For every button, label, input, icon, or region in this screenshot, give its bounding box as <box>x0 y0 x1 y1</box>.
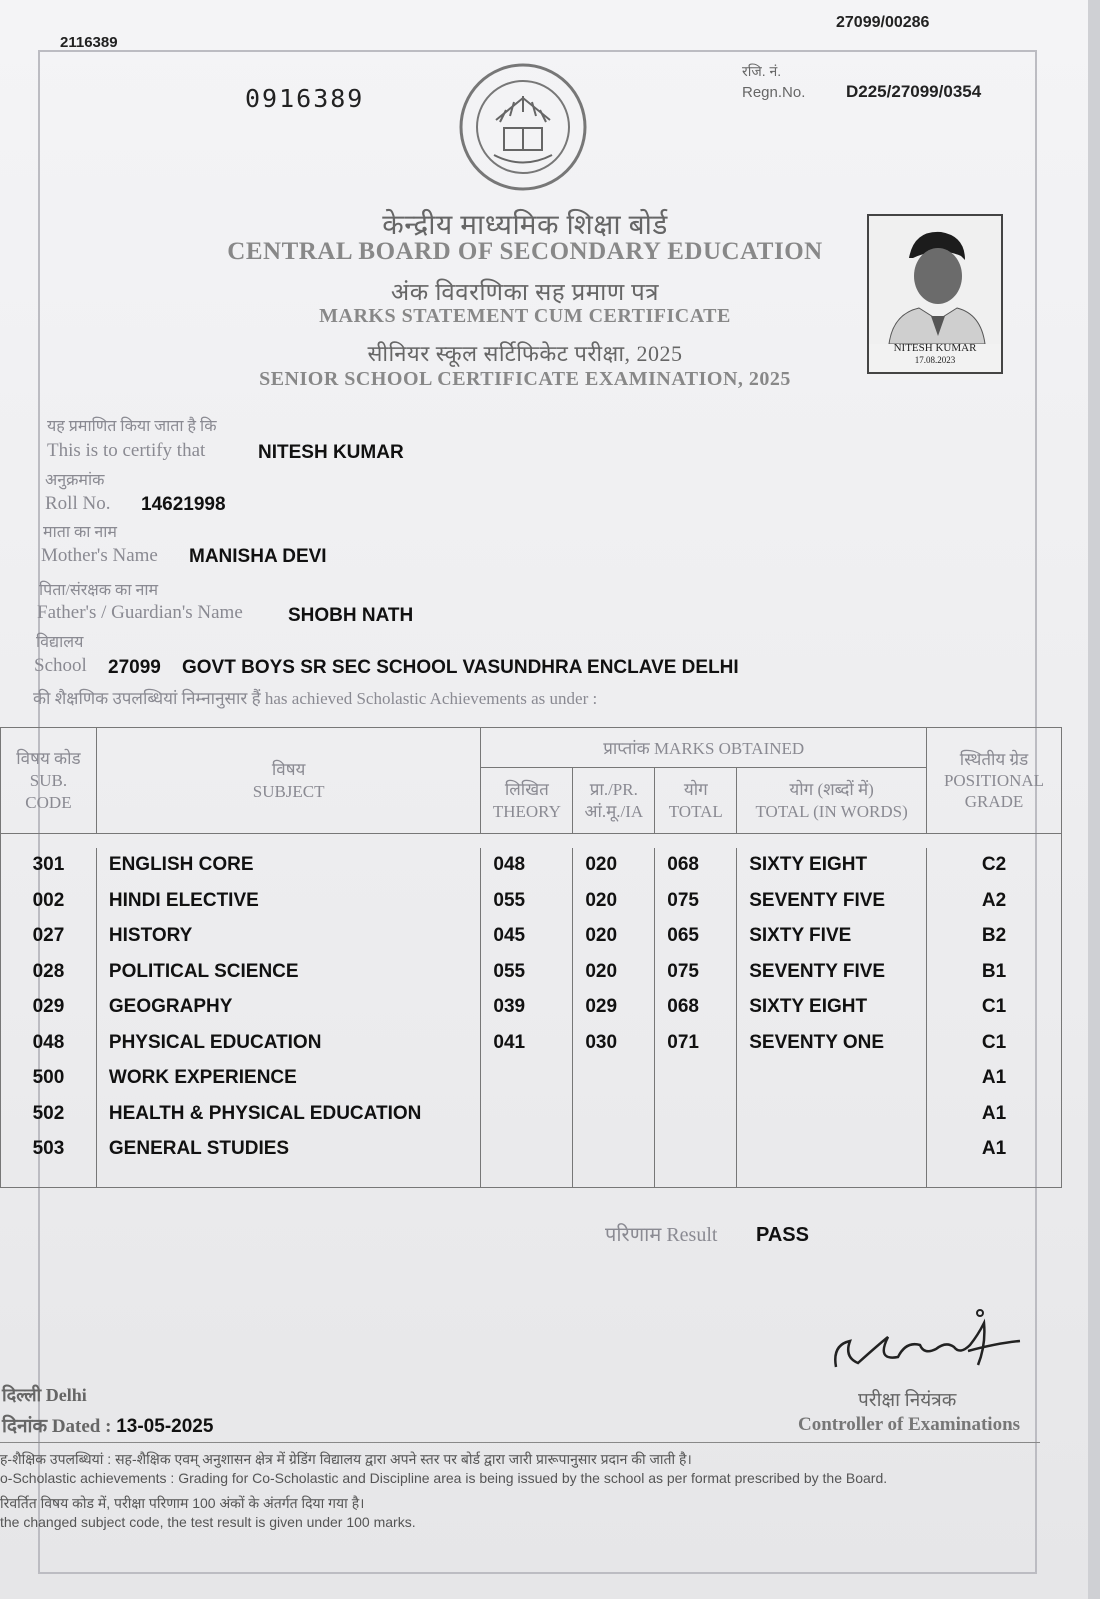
cell-total-words: SIXTY EIGHT <box>737 848 927 884</box>
father-label-hindi: पिता/संरक्षक का नाम <box>39 582 159 599</box>
mother-name: MANISHA DEVI <box>189 546 327 567</box>
header-total-hindi: योग <box>683 779 708 799</box>
serial-number: 0916389 <box>245 84 365 113</box>
controller-signature <box>828 1305 1028 1385</box>
cell-total-words <box>737 1096 927 1132</box>
cell-sub-code: 301 <box>1 848 97 884</box>
father-label: Father's / Guardian's Name <box>37 602 243 623</box>
header-sub-code-1: SUB. <box>29 770 68 790</box>
mother-label-hindi: माता का नाम <box>43 524 118 541</box>
achievements-intro-hindi: की शैक्षणिक उपलब्धियां निम्नानुसार हैं <box>33 689 261 708</box>
cell-grade: A1 <box>927 1061 1062 1097</box>
cell-total <box>655 1096 737 1132</box>
cell-total-words <box>737 1061 927 1097</box>
header-theory-hindi: लिखित <box>504 779 549 799</box>
cell-subject: GENERAL STUDIES <box>96 1132 480 1168</box>
header-practical <box>573 768 655 834</box>
cell-sub-code: 503 <box>1 1132 97 1168</box>
table-row <box>1 1061 1062 1097</box>
header-sub-code-2: CODE <box>25 792 72 812</box>
cell-subject: WORK EXPERIENCE <box>96 1061 480 1097</box>
cell-subject: ENGLISH CORE <box>96 848 480 884</box>
cbse-emblem-logo <box>456 60 590 194</box>
header-subject-english: SUBJECT <box>252 781 325 801</box>
cell-grade: A1 <box>927 1132 1062 1168</box>
cell-grade: A2 <box>927 883 1062 919</box>
cell-total-words: SEVENTY FIVE <box>737 954 927 990</box>
cell-theory: 039 <box>481 990 573 1026</box>
controller-title-hindi: परीक्षा नियंत्रक <box>858 1390 957 1411</box>
right-number: 27099/00286 <box>836 14 930 31</box>
cell-subject: PHYSICAL EDUCATION <box>96 1025 480 1061</box>
cell-theory <box>481 1061 573 1097</box>
cell-subject: HISTORY <box>96 919 480 955</box>
note-1-hindi: ह-शैक्षिक उपलब्धियां : सह-शैक्षिक एवम् अनुशासन क्षेत्र में ग्रेडिंग विद्यालय द्वारा अपने स्तर पर बोर्ड द्वारा जारी प्रारूपानुसार प्रदान की जाती है। <box>0 1451 692 1467</box>
cell-grade: B1 <box>927 954 1062 990</box>
footer-divider <box>0 1442 1040 1443</box>
note-1: o-Scholastic achievements : Grading for Co-Scholastic and Discipline area is being issued by the school as per format prescribed by the Board. <box>0 1470 888 1486</box>
cell-subject: HEALTH & PHYSICAL EDUCATION <box>96 1096 480 1132</box>
cell-theory: 048 <box>481 848 573 884</box>
roll-label: Roll No. <box>45 493 111 514</box>
marks-table-body <box>1 848 1062 1188</box>
header-marks-english: MARKS OBTAINED <box>653 739 805 758</box>
cell-practical: 020 <box>573 954 655 990</box>
table-row <box>1 883 1062 919</box>
school-code: 27099 <box>108 657 161 678</box>
spacer-cell <box>96 1167 480 1188</box>
cell-grade: C1 <box>927 1025 1062 1061</box>
cell-practical <box>573 1132 655 1168</box>
cell-subject: GEOGRAPHY <box>96 990 480 1026</box>
cell-practical <box>573 1061 655 1097</box>
cell-theory: 045 <box>481 919 573 955</box>
student-name: NITESH KUMAR <box>258 442 404 463</box>
roll-label-hindi: अनुक्रमांक <box>45 472 105 489</box>
table-row <box>1 1132 1062 1168</box>
spacer-cell <box>573 1167 655 1188</box>
board-name-hindi: केन्द्रीय माध्यमिक शिक्षा बोर्ड <box>382 210 668 241</box>
table-spacer-row <box>1 1167 1062 1188</box>
dated <box>2 1412 213 1438</box>
spacer-cell <box>1 1167 97 1188</box>
header-sub-code-hindi: विषय कोड <box>16 748 81 768</box>
header-theory <box>481 768 573 834</box>
header-grade-1: POSITIONAL <box>943 771 1045 790</box>
school-name: GOVT BOYS SR SEC SCHOOL VASUNDHRA ENCLAVE DELHI <box>182 657 739 678</box>
achievements-intro <box>33 686 597 709</box>
header-total-words-hindi: योग (शब्दों में) <box>789 779 874 799</box>
header-practical-english: आं.मू./IA <box>584 801 644 821</box>
cell-total: 068 <box>655 848 737 884</box>
cell-sub-code: 028 <box>1 954 97 990</box>
cell-total-words: SIXTY FIVE <box>737 919 927 955</box>
header-grade <box>927 728 1062 834</box>
header-sub-code <box>1 728 97 834</box>
header-total-english: TOTAL <box>668 801 723 821</box>
mother-label: Mother's Name <box>41 545 158 566</box>
cell-subject: POLITICAL SCIENCE <box>96 954 480 990</box>
cell-total <box>655 1132 737 1168</box>
cell-sub-code: 500 <box>1 1061 97 1097</box>
regn-number: D225/27099/0354 <box>846 82 982 101</box>
header-grade-hindi: स्थितीय ग्रेड <box>959 750 1029 769</box>
cell-practical: 020 <box>573 848 655 884</box>
cell-total <box>655 1061 737 1097</box>
header-theory-english: THEORY <box>492 801 561 821</box>
header-subject-hindi: विषय <box>271 759 306 779</box>
cell-practical: 020 <box>573 883 655 919</box>
board-name: CENTRAL BOARD OF SECONDARY EDUCATION <box>227 238 823 265</box>
header-practical-hindi: प्रा./PR. <box>589 779 638 799</box>
student-portrait-image <box>869 216 1001 344</box>
cell-sub-code: 029 <box>1 990 97 1026</box>
dated-hindi: दिनांक <box>2 1416 48 1437</box>
cell-total: 075 <box>655 883 737 919</box>
photo-caption-name: NITESH KUMAR <box>893 342 977 354</box>
place-hindi: दिल्ली <box>2 1385 42 1405</box>
cell-grade: C1 <box>927 990 1062 1026</box>
cell-total: 071 <box>655 1025 737 1061</box>
place <box>2 1383 87 1407</box>
header-total-words-english: TOTAL (IN WORDS) <box>755 801 908 821</box>
header-subject <box>96 728 480 834</box>
cell-grade: C2 <box>927 848 1062 884</box>
header-total-words <box>737 768 927 834</box>
header-marks-obtained <box>481 728 927 768</box>
doc-title: MARKS STATEMENT CUM CERTIFICATE <box>319 305 731 327</box>
cell-practical: 030 <box>573 1025 655 1061</box>
cell-sub-code: 002 <box>1 883 97 919</box>
regn-label: Regn.No. <box>742 84 806 101</box>
photo-caption-date: 17.08.2023 <box>914 355 956 365</box>
spacer-cell <box>927 1167 1062 1188</box>
cell-total-words <box>737 1132 927 1168</box>
regn-label-hindi: रजि. नं. <box>742 63 782 79</box>
cell-total: 065 <box>655 919 737 955</box>
exam-title-hindi: सीनियर स्कूल सर्टिफिकेट परीक्षा, 2025 <box>367 341 683 366</box>
cell-grade: B2 <box>927 919 1062 955</box>
certify-label-hindi: यह प्रमाणित किया जाता है कि <box>47 418 217 435</box>
spacer-cell <box>737 1167 927 1188</box>
table-row <box>1 1096 1062 1132</box>
cell-theory: 041 <box>481 1025 573 1061</box>
student-photo <box>867 214 1003 374</box>
table-row <box>1 954 1062 990</box>
school-label-hindi: विद्यालय <box>36 634 84 651</box>
school-label: School <box>34 655 87 676</box>
issue-date: 13-05-2025 <box>116 1416 214 1437</box>
header-grade-2: GRADE <box>964 792 1024 811</box>
father-name: SHOBH NATH <box>288 605 414 626</box>
result-value: PASS <box>756 1224 809 1246</box>
place-english: Delhi <box>45 1385 87 1405</box>
achievements-intro-english: has achieved Scholastic Achievements as under : <box>264 689 598 708</box>
controller-title: Controller of Examinations <box>798 1414 1021 1435</box>
header-total <box>655 768 737 834</box>
left-number: 2116389 <box>60 34 118 51</box>
doc-title-hindi: अंक विवरणिका सह प्रमाण पत्र <box>390 280 660 306</box>
cell-sub-code: 027 <box>1 919 97 955</box>
header-marks-hindi: प्राप्तांक <box>603 739 650 758</box>
cell-theory <box>481 1132 573 1168</box>
certify-label: This is to certify that <box>47 440 206 461</box>
cell-grade: A1 <box>927 1096 1062 1132</box>
cell-practical: 029 <box>573 990 655 1026</box>
table-row <box>1 919 1062 955</box>
note-2: the changed subject code, the test result is given under 100 marks. <box>0 1514 416 1530</box>
cell-total-words: SEVENTY ONE <box>737 1025 927 1061</box>
cell-theory: 055 <box>481 954 573 990</box>
result-label-hindi: परिणाम <box>605 1224 662 1246</box>
exam-title: SENIOR SCHOOL CERTIFICATE EXAMINATION, 2025 <box>259 368 791 390</box>
cell-practical <box>573 1096 655 1132</box>
spacer-cell <box>655 1167 737 1188</box>
cell-theory: 055 <box>481 883 573 919</box>
cell-total: 068 <box>655 990 737 1026</box>
cell-sub-code: 502 <box>1 1096 97 1132</box>
cell-theory <box>481 1096 573 1132</box>
cell-practical: 020 <box>573 919 655 955</box>
result-label-english: Result <box>666 1224 718 1246</box>
cell-total-words: SEVENTY FIVE <box>737 883 927 919</box>
marks-table <box>0 727 1062 1188</box>
dated-label: Dated : <box>51 1416 112 1437</box>
cell-sub-code: 048 <box>1 1025 97 1061</box>
table-row <box>1 1025 1062 1061</box>
spacer-cell <box>481 1167 573 1188</box>
cell-total-words: SIXTY EIGHT <box>737 990 927 1026</box>
cell-total: 075 <box>655 954 737 990</box>
roll-number: 14621998 <box>141 494 226 515</box>
result-label <box>605 1220 717 1247</box>
cell-subject: HINDI ELECTIVE <box>96 883 480 919</box>
table-row <box>1 848 1062 884</box>
table-row <box>1 990 1062 1026</box>
note-2-hindi: रिवर्तित विषय कोड में, परीक्षा परिणाम 100 अंकों के अंतर्गत दिया गया है। <box>0 1495 365 1511</box>
